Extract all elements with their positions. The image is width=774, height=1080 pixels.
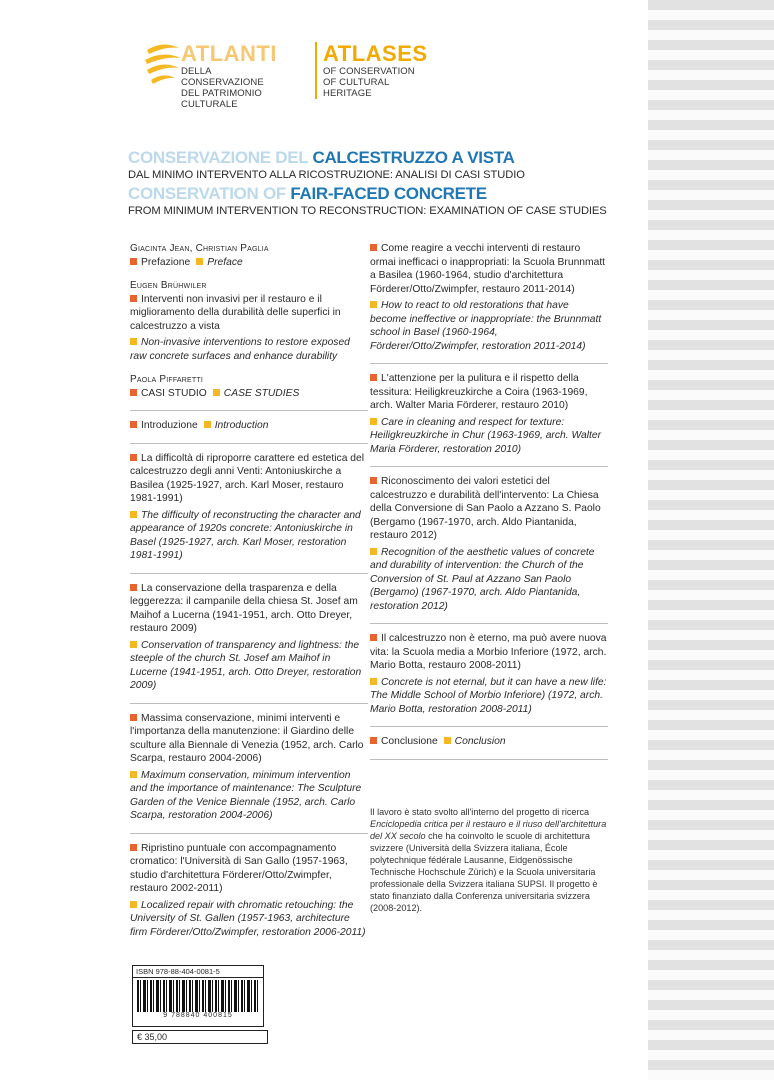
entry-en: How to react to old restorations that have become ineffective or inappropriate: the Brunnmatt school in Basel (1960-1964, Förderer/Otto/Zwimpfer, restoration 2011-2014) (370, 300, 602, 352)
author-jean-paglia: Giacinta Jean, Christian Paglia (130, 243, 269, 254)
bullet-yellow-icon (130, 641, 137, 648)
bullet-yellow-icon (213, 389, 220, 396)
title-en-strong: FAIR-FACED CONCRETE (290, 184, 487, 203)
divider (130, 443, 368, 444)
toc-entry (130, 293, 368, 364)
logo-sub-it-1: DELLA CONSERVAZIONE (181, 66, 264, 88)
logo-title-en: ATLASES (323, 41, 428, 66)
logo-sub-en-2: OF CULTURAL HERITAGE (323, 77, 390, 99)
entry-en: Recognition of the aesthetic values of concrete and durability of intervention: the Church of the Conversion of St. Paul at Azzano San Paolo (Bergamo) (1967-1970, arch. Aldo Piantanida, restoration 2012) (370, 546, 595, 612)
logo-sub-it-2: DEL PATRIMONIO CULTURALE (181, 88, 262, 110)
divider (130, 573, 368, 574)
intro-en: Introduction (214, 420, 269, 431)
research-project-note (370, 806, 610, 914)
toc-entry (370, 242, 608, 353)
entry-it: Riconoscimento dei valori estetici del calcestruzzo e durabilità dell'intervento: La Chiesa della Conversione di San Paolo a Azzano S. Paolo (Bergamo (1967-1970, arch. Aldo Piantanida, restauro 2012) (370, 476, 601, 541)
title-it-light: CONSERVAZIONE DEL (128, 148, 313, 167)
toc-preface (130, 256, 368, 270)
entry-it: Massima conservazione, minimi interventi e l'importanza della manutenzione: il Giardino delle sculture alla Biennale di Venezia (1952, arch. Carlo Scarpa, restauro 2004-2006) (130, 712, 364, 764)
bullet-yellow-icon (130, 338, 137, 345)
bullet-yellow-icon (370, 678, 377, 685)
bullet-red-icon (130, 389, 137, 396)
toc-entry (130, 452, 368, 563)
barcode-digits: 9 788840 400815 (163, 1012, 233, 1019)
toc-introduction (130, 419, 368, 433)
subtitle-it: DAL MINIMO INTERVENTO ALLA RICOSTRUZIONE: ANALISI DI CASI STUDIO (128, 169, 525, 181)
bullet-red-icon (370, 477, 377, 484)
bullet-red-icon (370, 374, 377, 381)
note-part-2: che ha coinvolto le scuole di architettura svizzere (Università della Svizzera italiana, École polytechnique fédérale Lausanne, Eidgenössische Technische Hochschule Zürich) e la Scuola universitaria professionale della Svizzera italiana SUPSI. Il progetto è stato finanziato dalla Conferenza universitaria svizzera (2008-2012). (370, 831, 598, 913)
book-titles (128, 148, 607, 220)
divider (370, 623, 608, 624)
toc-conclusion (370, 735, 608, 749)
divider (130, 703, 368, 704)
preface-en: Preface (207, 256, 243, 268)
divider (370, 759, 608, 760)
bullet-red-icon (370, 737, 377, 744)
toc-entry (370, 372, 608, 456)
bullet-red-icon (130, 258, 137, 265)
entry-it: Il calcestruzzo non è eterno, ma può avere nuova vita: la Scuola media a Morbio Inferiore (1972, arch. Mario Botta, restauro 2008-2011) (370, 633, 607, 671)
divider (130, 410, 368, 411)
case-studies-it: CASI STUDIO (141, 387, 207, 399)
toc-entry (130, 712, 368, 823)
entry-en: Care in cleaning and respect for texture: Heiligkreuzkirche in Chur (1963-1969, arch. Walter Maria Förderer, restoration 2010) (370, 416, 602, 455)
toc-entry (130, 582, 368, 693)
bullet-red-icon (130, 295, 137, 302)
title-en-light: CONSERVATION OF (128, 184, 291, 203)
entry-en: The difficulty of reconstructing the character and appearance of 1920s concrete: Antoniuskirche in Basel (1925-1927, arch. Karl Moser, restoration 1981-1991) (130, 509, 361, 561)
bullet-yellow-icon (130, 771, 137, 778)
title-it-strong: CALCESTRUZZO A VISTA (312, 148, 515, 167)
title-en (128, 184, 607, 204)
logo-sub-en-1: OF CONSERVATION (323, 66, 415, 77)
divider (370, 363, 608, 364)
entry-it: L'attenzione per la pulitura e il rispetto della tessitura: Heiligkreuzkirche a Coira (1963-1969, arch. Walter Maria Förderer, restauro 2010) (370, 373, 588, 411)
case-studies-en: CASE STUDIES (223, 387, 300, 399)
globe-logo-icon (143, 40, 183, 92)
toc-left-column (130, 242, 368, 939)
bullet-yellow-icon (130, 901, 137, 908)
decorative-stripes (648, 0, 774, 1080)
logo-title-it: ATLANTI (181, 41, 277, 66)
toc-entry (130, 842, 368, 940)
bullet-red-icon (130, 714, 137, 721)
bullet-yellow-icon (370, 418, 377, 425)
barcode-bars (137, 980, 259, 1012)
entry-en: Non-invasive interventions to restore exposed raw concrete surfaces and enhance durability (130, 337, 350, 362)
bullet-red-icon (370, 244, 377, 251)
bullet-yellow-icon (204, 421, 211, 428)
bullet-red-icon (130, 421, 137, 428)
toc-entry (370, 632, 608, 716)
bullet-red-icon (370, 634, 377, 641)
entry-it: La conservazione della trasparenza e della leggerezza: il campanile della chiesa St. Josef am Maihof a Lucerna (1941-1951, arch. Otto Dreyer, restauro 2009) (130, 582, 358, 634)
author-bruhwiler: Eugen Brühwiler (130, 280, 207, 291)
entry-it: Ripristino puntuale con accompagnamento cromatico: l'Università di San Gallo (1957-1963, studio d'architettura Förderer/Otto/Zwimpfer, restauro 2002-2011) (130, 842, 348, 894)
entry-en: Maximum conservation, minimum intervention and the importance of maintenance: The Sculpture Garden of the Venice Biennale (1952, arch. Carlo Scarpa, restoration 2004-2006) (130, 769, 362, 821)
bullet-yellow-icon (130, 511, 137, 518)
divider (370, 726, 608, 727)
entry-it: La difficoltà di riproporre carattere ed estetica del calcestruzzo degli anni Venti: Antoniuskirche a Basilea (1925-1927, arch. Karl Moser, restauro 1981-1991) (130, 452, 365, 504)
author-piffaretti: Paola Piffaretti (130, 374, 203, 385)
divider (370, 466, 608, 467)
intro-it: Introduzione (141, 420, 198, 431)
toc-entry (370, 475, 608, 613)
note-part-1: Il lavoro è stato svolto all'interno del progetto di ricerca (370, 807, 590, 817)
bullet-yellow-icon (196, 258, 203, 265)
toc-case-studies (130, 387, 368, 401)
bullet-yellow-icon (370, 301, 377, 308)
title-it (128, 148, 607, 168)
isbn-barcode (132, 965, 264, 1027)
toc-right-column (370, 242, 608, 760)
bullet-yellow-icon (444, 737, 451, 744)
divider (130, 833, 368, 834)
bullet-red-icon (130, 584, 137, 591)
isbn-text: ISBN 978-88-404-0081-5 (133, 966, 263, 978)
note-project-title: Enciclopedia critica per il restauro e il riuso dell'architettura del XX secolo (370, 819, 607, 841)
entry-it: Interventi non invasivi per il restauro e il miglioramento della durabilità delle superfici in calcestruzzo a vista (130, 293, 341, 332)
preface-it: Prefazione (141, 256, 191, 268)
conclusion-en: Conclusion (454, 736, 506, 747)
conclusion-it: Conclusione (381, 736, 438, 747)
subtitle-en: FROM MINIMUM INTERVENTION TO RECONSTRUCTION: EXAMINATION OF CASE STUDIES (128, 205, 607, 217)
bullet-yellow-icon (370, 548, 377, 555)
entry-it: Come reagire a vecchi interventi di restauro ormai inefficaci o inappropriati: la Scuola Brunnmatt a Basilea (1960-1964, studio d'architettura Förderer/Otto/Zwimpfer, restauro 2011-2014) (370, 243, 606, 295)
price-label: € 35,00 (132, 1030, 268, 1044)
bullet-red-icon (130, 844, 137, 851)
entry-en: Conservation of transparency and lightness: the steeple of the church St. Josef am Maihof in Lucerne (1941-1951, arch. Otto Dreyer, restoration 2009) (130, 639, 362, 691)
entry-en: Localized repair with chromatic retouching: the University of St. Gallen (1957-1963, architecture firm Förderer/Otto/Zwimpfer, restoration 2006-2011) (130, 899, 366, 938)
bullet-red-icon (130, 454, 137, 461)
entry-en: Concrete is not eternal, but it can have a new life: The Middle School of Morbio Inferiore) (1972, arch. Mario Botta, restoration 2008-2011) (370, 676, 607, 715)
